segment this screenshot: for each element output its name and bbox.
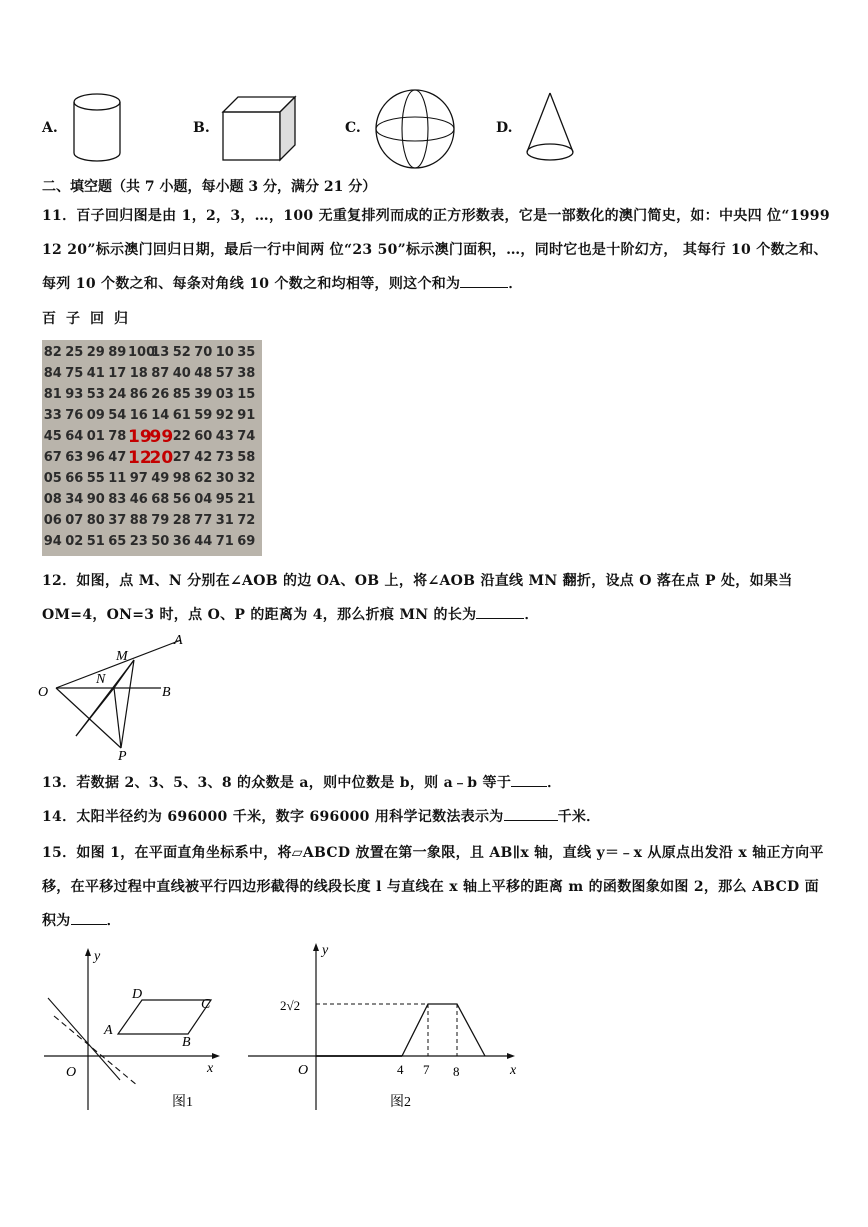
label-m: M <box>116 649 128 664</box>
grid-cell: 08 <box>43 492 62 507</box>
grid-cell: 88 <box>129 513 148 528</box>
cone-figure <box>524 90 580 166</box>
grid-row <box>42 468 262 489</box>
grid-row <box>42 531 262 552</box>
grid-row <box>42 489 262 510</box>
grid-row <box>42 384 262 405</box>
grid-cell: 51 <box>86 534 105 549</box>
fig2-ytick-label: 2√2 <box>280 998 301 1013</box>
grid-cell: 40 <box>172 366 191 381</box>
question-13 <box>42 766 832 800</box>
option-d-label: D. <box>496 120 513 136</box>
label-p: P <box>118 749 127 762</box>
grid-cell: 21 <box>237 492 256 507</box>
grid-cell: 55 <box>86 471 105 486</box>
grid-cell: 59 <box>194 408 213 423</box>
grid-cell: 42 <box>194 450 213 465</box>
question-11-text: 11．百子回归图是由 1，2，3，…，100 无重复排列而成的正方形数表，它是一部数化的澳门简史，如：中央四 位“1999 12 20”标示澳门回归日期，最后一行中间两 位“23 50”标示澳门面积，…，同时它也是十阶幻方， 其每行 10 个数之和、每列 10 个数之和、每条对角线 10 个数之和均相等，则这个和为 <box>42 208 830 292</box>
cylinder-figure <box>70 90 126 166</box>
question-12-end: ． <box>524 607 539 623</box>
magic-square-image <box>42 340 262 556</box>
fig1-c-label: C <box>201 997 211 1012</box>
grid-cell: 37 <box>108 513 127 528</box>
grid-cell: 30 <box>215 471 234 486</box>
grid-row <box>42 405 262 426</box>
fig1-x-label: x <box>207 1061 214 1076</box>
grid-cell: 39 <box>194 387 213 402</box>
fig2-y-label: y <box>322 943 329 958</box>
grid-cell: 25 <box>65 345 84 360</box>
grid-cell: 43 <box>215 429 234 444</box>
grid-cell: 44 <box>194 534 213 549</box>
grid-row <box>42 426 262 447</box>
fig1-a-label: A <box>104 1023 113 1038</box>
grid-cell: 17 <box>108 366 127 381</box>
grid-cell: 78 <box>108 429 127 444</box>
fig2-caption: 图2 <box>390 1095 411 1110</box>
grid-cell: 01 <box>86 429 105 444</box>
grid-row <box>42 447 262 468</box>
grid-cell: 73 <box>215 450 234 465</box>
grid-cell: 90 <box>86 492 105 507</box>
cube-figure <box>220 94 300 164</box>
label-b: B <box>162 685 171 700</box>
grid-cell: 26 <box>151 387 170 402</box>
fig1-y-label: y <box>94 949 101 964</box>
grid-cell: 28 <box>172 513 191 528</box>
question-12-text: 12．如图，点 M、N 分别在∠AOB 的边 OA、OB 上，将∠AOB 沿直线 MN 翻折，设点 O 落在点 P 处，如果当 OM=4，ON=3 时，点 O、P 的距离为 4，那么折痕 MN 的长为 <box>42 573 793 623</box>
grid-cell: 81 <box>43 387 62 402</box>
grid-cell: 63 <box>65 450 84 465</box>
option-b-label: B. <box>193 120 210 136</box>
grid-cell: 72 <box>237 513 256 528</box>
grid-cell: 53 <box>86 387 105 402</box>
grid-cell: 09 <box>86 408 105 423</box>
question-13-end: ． <box>547 775 562 791</box>
fig2-xtick-8: 8 <box>453 1064 460 1079</box>
fig1-b-label: B <box>182 1035 191 1050</box>
grid-cell: 74 <box>237 429 256 444</box>
option-a-label: A. <box>42 120 58 136</box>
grid-cell: 92 <box>215 408 234 423</box>
grid-cell: 11 <box>108 471 127 486</box>
fig1-caption: 图1 <box>172 1095 193 1110</box>
grid-cell: 58 <box>237 450 256 465</box>
grid-cell: 85 <box>172 387 191 402</box>
fig1-origin-label: O <box>66 1065 77 1080</box>
grid-cell: 95 <box>215 492 234 507</box>
grid-cell: 100 <box>128 345 156 360</box>
question-12 <box>42 564 832 632</box>
grid-cell: 19 <box>128 426 152 447</box>
grid-cell: 79 <box>151 513 170 528</box>
grid-cell: 97 <box>129 471 148 486</box>
grid-cell: 35 <box>237 345 256 360</box>
grid-cell: 15 <box>237 387 256 402</box>
label-a: A <box>174 633 183 648</box>
label-n: N <box>96 672 106 687</box>
grid-cell: 57 <box>215 366 234 381</box>
question-14-end: 千米． <box>557 809 601 825</box>
grid-cell: 89 <box>108 345 127 360</box>
fig2-xtick-7: 7 <box>423 1062 430 1077</box>
grid-row <box>42 510 262 531</box>
grid-cell: 22 <box>172 429 191 444</box>
grid-cell: 94 <box>43 534 62 549</box>
grid-cell: 62 <box>194 471 213 486</box>
answer-blank <box>511 772 547 787</box>
answer-blank <box>71 910 107 925</box>
grid-cell: 02 <box>65 534 84 549</box>
sphere-figure <box>373 87 457 171</box>
grid-cell: 12 <box>128 447 152 468</box>
grid-cell: 04 <box>194 492 213 507</box>
grid-cell: 87 <box>151 366 170 381</box>
grid-cell: 18 <box>129 366 148 381</box>
question-13-text: 13．若数据 2、3、5、3、8 的众数是 a，则中位数是 b，则 a﹣b 等于 <box>42 775 512 791</box>
figure-1-parallelogram <box>36 946 226 1116</box>
question-14-text: 14．太阳半径约为 696000 千米，数字 696000 用科学记数法表示为 <box>42 809 504 825</box>
grid-cell: 41 <box>86 366 105 381</box>
grid-cell: 93 <box>65 387 84 402</box>
grid-cell: 23 <box>129 534 148 549</box>
question-15-text: 15．如图 1，在平面直角坐标系中，将▱ABCD 放置在第一象限，且 AB∥x 轴，直线 y＝﹣x 从原点出发沿 x 轴正方向平移，在平移过程中直线被平行四边形截得的线段长度 l 与直线在 x 轴上平移的距离 m 的函数图象如图 2，那么 ABCD 面积为 <box>42 845 824 929</box>
grid-cell: 91 <box>237 408 256 423</box>
grid-cell: 52 <box>172 345 191 360</box>
grid-cell: 34 <box>65 492 84 507</box>
grid-cell: 98 <box>172 471 191 486</box>
question-11 <box>42 199 832 301</box>
grid-cell: 36 <box>172 534 191 549</box>
grid-cell: 60 <box>194 429 213 444</box>
grid-cell: 82 <box>43 345 62 360</box>
answer-blank <box>504 806 558 821</box>
figure-2-function-graph <box>242 940 532 1116</box>
grid-cell: 86 <box>129 387 148 402</box>
answer-blank <box>476 604 524 619</box>
grid-cell: 56 <box>172 492 191 507</box>
grid-cell: 24 <box>108 387 127 402</box>
grid-cell: 83 <box>108 492 127 507</box>
grid-cell: 20 <box>149 447 174 468</box>
fold-angle-figure <box>36 630 196 762</box>
grid-cell: 10 <box>215 345 234 360</box>
grid-cell: 06 <box>43 513 62 528</box>
fig2-xtick-4: 4 <box>397 1062 404 1077</box>
grid-cell: 27 <box>172 450 191 465</box>
grid-cell: 05 <box>43 471 62 486</box>
answer-blank <box>460 273 508 288</box>
grid-cell: 31 <box>215 513 234 528</box>
magic-square-grid <box>42 342 262 552</box>
grid-cell: 13 <box>151 345 170 360</box>
grid-cell: 16 <box>129 408 148 423</box>
grid-cell: 66 <box>65 471 84 486</box>
grid-cell: 64 <box>65 429 84 444</box>
grid-cell: 03 <box>215 387 234 402</box>
grid-cell: 29 <box>86 345 105 360</box>
fig1-d-label: D <box>132 987 143 1002</box>
grid-cell: 50 <box>151 534 170 549</box>
grid-caption: 百子回归 <box>42 311 138 327</box>
question-15 <box>42 836 832 938</box>
grid-cell: 80 <box>86 513 105 528</box>
question-14 <box>42 800 832 834</box>
grid-cell: 07 <box>65 513 84 528</box>
fig2-origin-label: O <box>298 1063 309 1078</box>
grid-cell: 76 <box>65 408 84 423</box>
grid-cell: 68 <box>151 492 170 507</box>
grid-cell: 65 <box>108 534 127 549</box>
grid-cell: 33 <box>43 408 62 423</box>
question-11-end: ． <box>508 276 523 292</box>
grid-cell: 70 <box>194 345 213 360</box>
grid-cell: 47 <box>108 450 127 465</box>
grid-cell: 61 <box>172 408 191 423</box>
grid-cell: 75 <box>65 366 84 381</box>
grid-cell: 69 <box>237 534 256 549</box>
grid-cell: 32 <box>237 471 256 486</box>
grid-row <box>42 342 262 363</box>
grid-cell: 96 <box>86 450 105 465</box>
option-c-label: C. <box>345 120 361 136</box>
grid-cell: 67 <box>43 450 62 465</box>
question-15-end: ． <box>106 913 121 929</box>
grid-cell: 38 <box>237 366 256 381</box>
grid-cell: 46 <box>129 492 148 507</box>
grid-cell: 14 <box>151 408 170 423</box>
grid-cell: 49 <box>151 471 170 486</box>
section-title: 二、填空题（共 7 小题，每小题 3 分，满分 21 分） <box>42 179 377 195</box>
grid-cell: 77 <box>194 513 213 528</box>
grid-cell: 71 <box>215 534 234 549</box>
grid-cell: 84 <box>43 366 62 381</box>
grid-cell: 99 <box>149 426 174 447</box>
grid-cell: 48 <box>194 366 213 381</box>
label-o: O <box>38 685 49 700</box>
grid-cell: 45 <box>43 429 62 444</box>
fig2-x-label: x <box>510 1063 517 1078</box>
grid-cell: 54 <box>108 408 127 423</box>
grid-row <box>42 363 262 384</box>
